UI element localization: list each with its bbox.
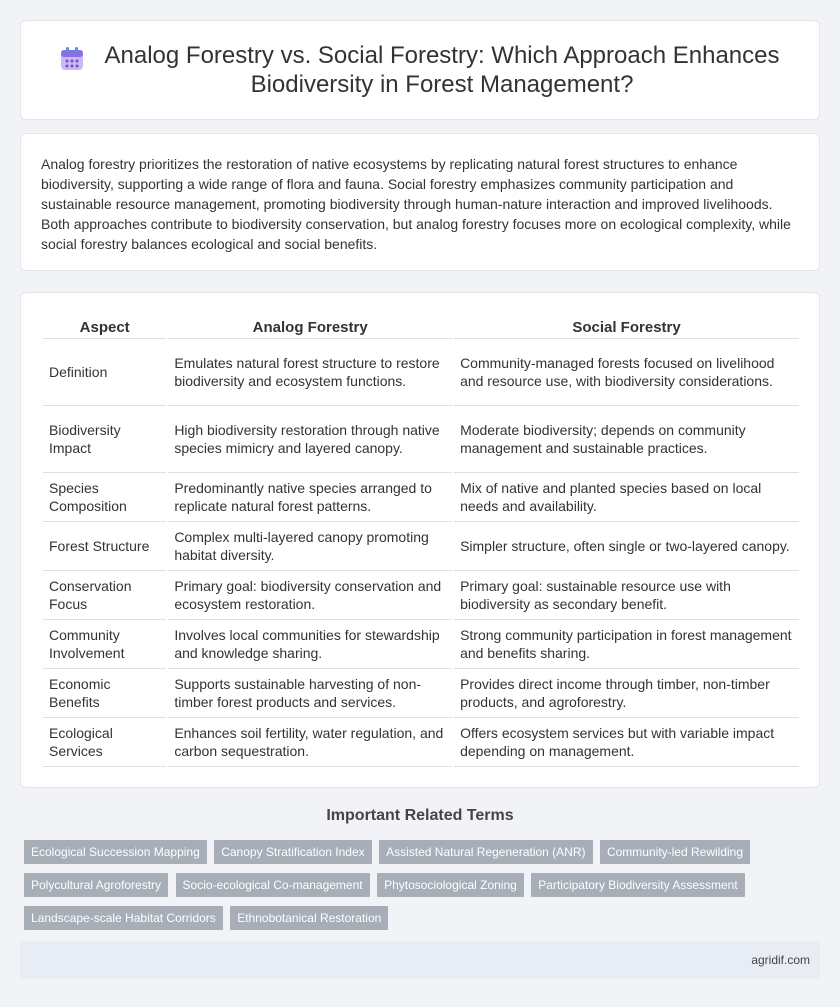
related-term-tag[interactable]: Landscape-scale Habitat Corridors — [24, 906, 223, 930]
footer-site-link[interactable]: agridif.com — [751, 953, 810, 967]
title-wrap — [50, 41, 790, 99]
cell-analog: Primary goal: biodiversity conservation and ecosystem restoration. — [168, 571, 452, 620]
table-row — [43, 669, 799, 718]
related-term-tag[interactable]: Ethnobotanical Restoration — [230, 906, 388, 930]
cell-aspect: Forest Structure — [43, 522, 166, 571]
calendar-icon — [58, 45, 86, 73]
related-terms-tags — [24, 840, 824, 939]
header-social-forestry: Social Forestry — [454, 315, 799, 339]
related-term-tag[interactable]: Polycultural Agroforestry — [24, 873, 168, 897]
cell-aspect: Ecological Services — [43, 718, 166, 767]
table-row — [43, 473, 799, 522]
related-term-tag[interactable]: Socio-ecological Co-management — [176, 873, 370, 897]
intro-card — [20, 133, 820, 271]
cell-social: Simpler structure, often single or two-layered canopy. — [454, 522, 799, 571]
cell-analog: Enhances soil fertility, water regulation, and carbon sequestration. — [168, 718, 452, 767]
comparison-table — [41, 315, 801, 767]
cell-social: Primary goal: sustainable resource use with biodiversity as secondary benefit. — [454, 571, 799, 620]
footer — [20, 942, 820, 978]
related-term-tag[interactable]: Assisted Natural Regeneration (ANR) — [379, 840, 592, 864]
cell-social: Provides direct income through timber, non-timber products, and agroforestry. — [454, 669, 799, 718]
cell-analog: Supports sustainable harvesting of non-timber forest products and services. — [168, 669, 452, 718]
cell-aspect: Definition — [43, 339, 166, 406]
title-card — [20, 20, 820, 120]
intro-paragraph: Analog forestry prioritizes the restoration of native ecosystems by replicating natural forest structures to enhance biodiversity, supporting a wide range of flora and fauna. Social forestry emphasizes community participation and sustainable resource management, promoting biodiversity through human-nature interaction and improved livelihoods. Both approaches contribute to biodiversity conservation, but analog forestry focuses more on ecological complexity, while social forestry balances ecological and social benefits. — [41, 156, 791, 252]
page-title: Analog Forestry vs. Social Forestry: Which Approach Enhances Biodiversity in Forest Management? — [104, 42, 780, 98]
related-term-tag[interactable]: Phytosociological Zoning — [377, 873, 524, 897]
cell-social: Offers ecosystem services but with variable impact depending on management. — [454, 718, 799, 767]
cell-social: Community-managed forests focused on livelihood and resource use, with biodiversity considerations. — [454, 339, 799, 406]
cell-analog: High biodiversity restoration through native species mimicry and layered canopy. — [168, 406, 452, 473]
table-row — [43, 620, 799, 669]
table-row — [43, 339, 799, 406]
table-row — [43, 571, 799, 620]
table-row — [43, 522, 799, 571]
table-row — [43, 406, 799, 473]
cell-aspect: Economic Benefits — [43, 669, 166, 718]
table-row — [43, 718, 799, 767]
cell-aspect: Conservation Focus — [43, 571, 166, 620]
cell-aspect: Biodiversity Impact — [43, 406, 166, 473]
cell-analog: Predominantly native species arranged to replicate natural forest patterns. — [168, 473, 452, 522]
cell-social: Strong community participation in forest management and benefits sharing. — [454, 620, 799, 669]
related-term-tag[interactable]: Canopy Stratification Index — [214, 840, 371, 864]
related-term-tag[interactable]: Participatory Biodiversity Assessment — [531, 873, 744, 897]
related-terms-heading: Important Related Terms — [326, 807, 514, 824]
header-analog-forestry: Analog Forestry — [168, 315, 452, 339]
cell-aspect: Species Composition — [43, 473, 166, 522]
related-term-tag[interactable]: Ecological Succession Mapping — [24, 840, 207, 864]
cell-aspect: Community Involvement — [43, 620, 166, 669]
cell-social: Moderate biodiversity; depends on community management and sustainable practices. — [454, 406, 799, 473]
cell-social: Mix of native and planted species based on local needs and availability. — [454, 473, 799, 522]
related-term-tag[interactable]: Community-led Rewilding — [600, 840, 750, 864]
cell-analog: Emulates natural forest structure to restore biodiversity and ecosystem functions. — [168, 339, 452, 406]
header-aspect: Aspect — [43, 315, 166, 339]
cell-analog: Involves local communities for stewardship and knowledge sharing. — [168, 620, 452, 669]
comparison-card — [20, 292, 820, 788]
table-header-row — [43, 315, 799, 339]
cell-analog: Complex multi-layered canopy promoting habitat diversity. — [168, 522, 452, 571]
